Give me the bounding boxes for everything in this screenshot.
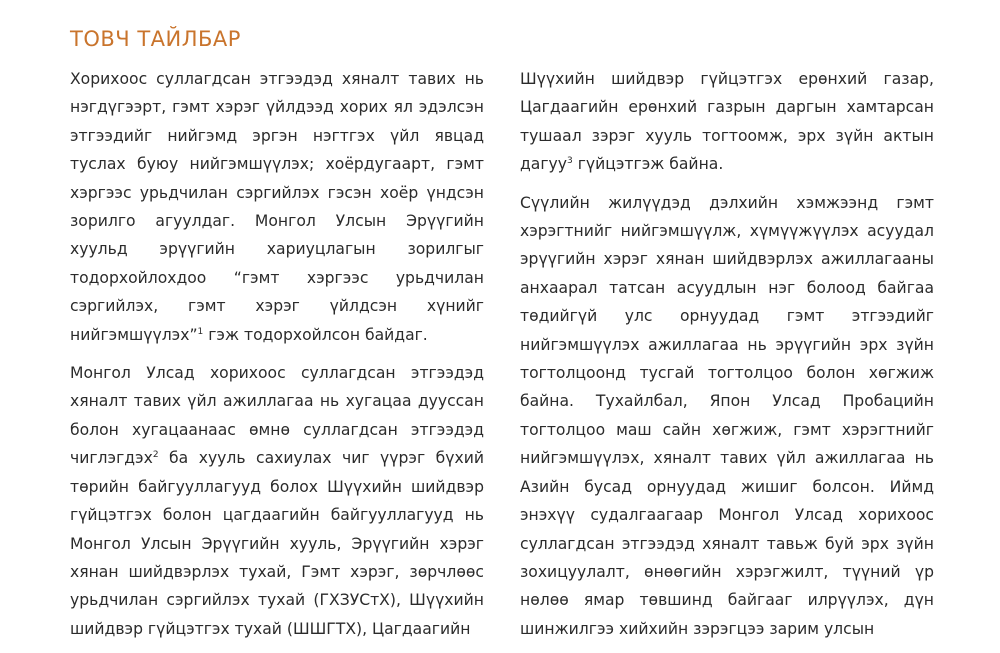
footnote-marker[interactable]: 1 [197, 326, 204, 337]
left-text-column [70, 65, 484, 653]
paragraph [520, 189, 934, 644]
paragraph-text: Шүүхийн шийдвэр гүйцэтгэх ерөнхий газар, Цагдаагийн ерөнхий газрын даргын хамтарсан тушаал зэрэг хууль тогтоомж, эрх зүйн актын дагуу [520, 70, 934, 174]
paragraph-text: Монгол Улсад хорихоос суллагдсан этгээдэд хяналт тавих үйл ажиллагаа нь хугацаа дууссан болон хугацаанаас өмнө суллагдсан этгээдэд чиглэгдэх [70, 364, 484, 468]
paragraph-text: Сүүлийн жилүүдэд дэлхийн хэмжээнд гэмт хэрэгтнийг нийгэмшүүлж, хүмүүжүүлэх асуудал эрүүгийн хэрэг хянан шийдвэрлэх ажиллагааны анхаарал татсан асуудлын нэг болоод байгаа төдийгүй улс орнуудад гэмт этгээдийг нийгэмшүүлэх ажиллагаа нь эрүүгийн эрх зүйн тогтолцоонд тусгай тогтолцоо болон хөгжиж байна. Тухайлбал, Япон Улсад Пробацийн тогтолцоо маш сайн хөгжиж, гэмт хэрэгтнийг нийгэмшүүлэх, хяналт тавих үйл ажиллагаа нь Азийн бусад орнуудад жишиг болсон. Иймд энэхүү судалгаагаар Монгол Улсад хорихоос суллагдсан этгээдэд хяналт тавьж буй эрх зүйн зохицуулалт, өнөөгийн хэрэгжилт, түүний үр нөлөө ямар төвшинд байгааг илрүүлэх, дүн шинжилгээ хийхийн зэрэгцээ зарим улсын [520, 193, 934, 638]
paragraph-text: Хорихоос суллагдсан этгээдэд хяналт тавих нь нэгдүгээрт, гэмт хэрэг үйлдээд хорих ял эдэлсэн этгээдийг нийгэмд эргэн нэгтгэх үйл явцад туслах буюу нийгэмшүүлэх; хоёрдугаарт, гэмт хэргээс урьдчилан сэргийлэх гэсэн хоёр үндсэн зорилго агуулдаг. Монгол Улсын Эрүүгийн хуульд эрүүгийн хариуцлагын зорилгыг тодорхойлохдоо “гэмт хэргээс урьдчилан сэргийлэх, гэмт хэрэг үйлдсэн хүнийг нийгэмшүүлэх” [70, 70, 484, 344]
section-heading: ТОВЧ ТАЙЛБАР [70, 27, 241, 51]
footnote-marker[interactable]: 3 [567, 156, 573, 167]
paragraph-text: ба хууль сахиулах чиг үүрэг бүхий төрийн байгууллагууд болох Шүүхийн шийдвэр гүйцэтгэх болон цагдаагийн байгууллагууд нь Монгол Улсын Эрүүгийн хууль, Эрүүгийн хэрэг хянан шийдвэрлэх тухай, Гэмт хэрэг, зөрчлөөс урьдчилан сэргийлэх тухай (ГХЗУСтХ), Шүүхийн шийдвэр гүйцэтгэх тухай (ШШГТХ), Цагдаагийн [70, 449, 484, 638]
footnote-marker[interactable]: 2 [152, 450, 159, 461]
paragraph-text: гүйцэтгэж байна. [572, 155, 724, 174]
paragraph [70, 359, 484, 643]
right-text-column [520, 65, 934, 653]
paragraph [70, 65, 484, 349]
paragraph [520, 65, 934, 179]
paragraph-text: гэж тодорхойлсон байдаг. [203, 325, 428, 344]
